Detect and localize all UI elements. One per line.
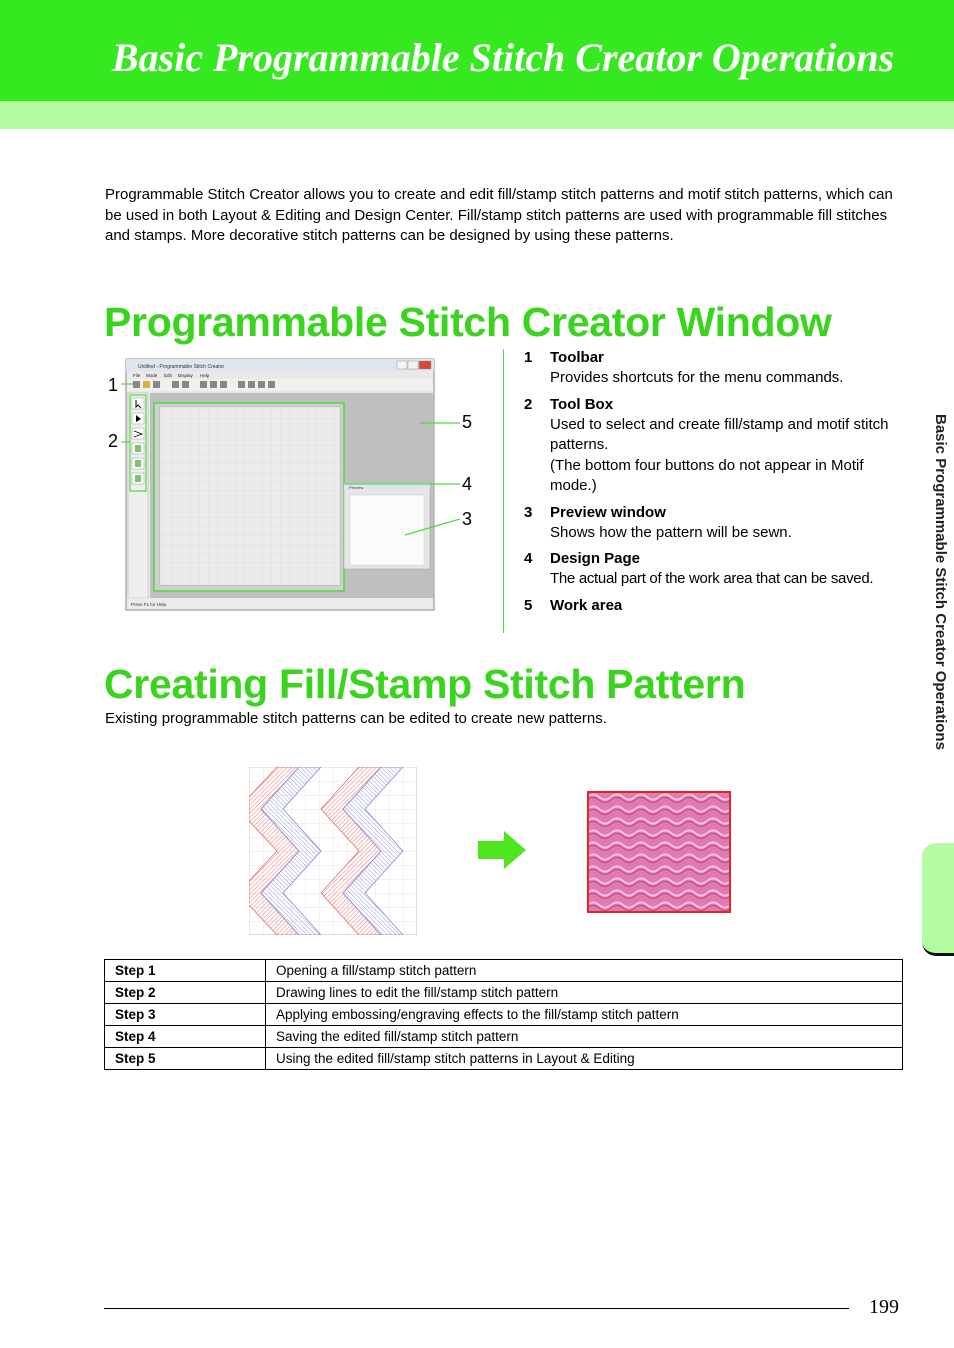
zigzag-pattern-image (249, 767, 417, 935)
desc-title: Preview window (550, 503, 666, 521)
step-label: Step 3 (105, 1004, 266, 1026)
callout-1: 1 (108, 375, 119, 395)
step-text: Applying embossing/engraving effects to the fill/stamp stitch pattern (266, 1004, 903, 1026)
desc-title: Toolbar (550, 349, 604, 366)
step-label: Step 4 (105, 1026, 266, 1048)
table-row (105, 960, 903, 982)
screenshot-menu-edit: Edit (164, 373, 172, 378)
table-row (105, 1004, 903, 1026)
desc-item-work-area (524, 596, 914, 616)
callout-5: 5 (462, 412, 473, 432)
footer-rule (104, 1308, 849, 1309)
desc-item-toolbox (524, 395, 914, 497)
header-band (0, 101, 954, 129)
table-row (105, 1048, 903, 1070)
steps-table (104, 959, 903, 1070)
screenshot-menu-display: Display (178, 373, 193, 378)
section-title-creating: Creating Fill/Stamp Stitch Pattern (104, 661, 746, 707)
desc-num: 2 (524, 395, 533, 413)
desc-item-toolbar (524, 348, 914, 389)
callout-2: 2 (108, 431, 119, 451)
callout-3: 3 (462, 509, 473, 529)
table-row (105, 982, 903, 1004)
desc-line: Used to select and create fill/stamp and motif stitch patterns. (550, 415, 889, 453)
page-number: 199 (869, 1296, 899, 1318)
desc-num: 1 (524, 349, 533, 366)
screenshot-menu-mode: Mode (146, 373, 158, 378)
embossed-pattern-image (587, 791, 731, 913)
step-label: Step 1 (105, 960, 266, 982)
desc-line: The actual part of the work area that can be saved. (550, 570, 874, 587)
desc-num: 5 (524, 596, 533, 614)
desc-line: Shows how the pattern will be sewn. (550, 523, 792, 541)
step-text: Opening a fill/stamp stitch pattern (266, 960, 903, 982)
screenshot-window-title: Untitled - Programmable Stitch Creator (138, 364, 225, 370)
header-bar (0, 0, 954, 101)
screenshot-menu-file: File (133, 373, 141, 378)
table-row (105, 1026, 903, 1048)
desc-item-preview (524, 503, 914, 544)
screenshot-menu-help: Help (200, 373, 210, 378)
desc-title: Design Page (550, 550, 641, 567)
step-label: Step 5 (105, 1048, 266, 1070)
section-subtitle: Existing programmable stitch patterns can be edited to create new patterns. (105, 710, 607, 727)
step-text: Saving the edited fill/stamp stitch pattern (266, 1026, 903, 1048)
screenshot-preview-label: Preview (349, 485, 364, 490)
desc-num: 4 (524, 550, 533, 567)
intro-paragraph: Programmable Stitch Creator allows you to create and edit fill/stamp stitch patterns and motif stitch patterns, which can be used in both Layout & Editing and Design Center. Fill/stamp stitch patterns are used with programmable fill stitches and stamps. More decorative stitch patterns can be designed by using these patterns. (105, 186, 893, 244)
side-tab (922, 843, 954, 956)
window-screenshot (100, 355, 480, 617)
side-tab-label: Basic Programmable Stitch Creator Operations (932, 414, 949, 750)
callout-4: 4 (462, 474, 473, 494)
step-text: Using the edited fill/stamp stitch patterns in Layout & Editing (266, 1048, 903, 1070)
desc-num: 3 (524, 503, 533, 521)
screenshot-status: Press F1 for Help. (131, 602, 168, 607)
step-label: Step 2 (105, 982, 266, 1004)
page-title: Basic Programmable Stitch Creator Operations (111, 35, 895, 80)
desc-title: Tool Box (550, 395, 614, 413)
section-title-window: Programmable Stitch Creator Window (104, 299, 832, 345)
divider-line (503, 349, 504, 633)
desc-item-design-page (524, 549, 914, 590)
callout-descriptions (524, 348, 914, 622)
desc-line: (The bottom four buttons do not appear in Motif mode.) (550, 456, 864, 494)
step-text: Drawing lines to edit the fill/stamp stitch pattern (266, 982, 903, 1004)
desc-title: Work area (550, 596, 623, 614)
desc-line: Provides shortcuts for the menu commands. (550, 369, 844, 386)
arrow-icon (478, 829, 528, 871)
